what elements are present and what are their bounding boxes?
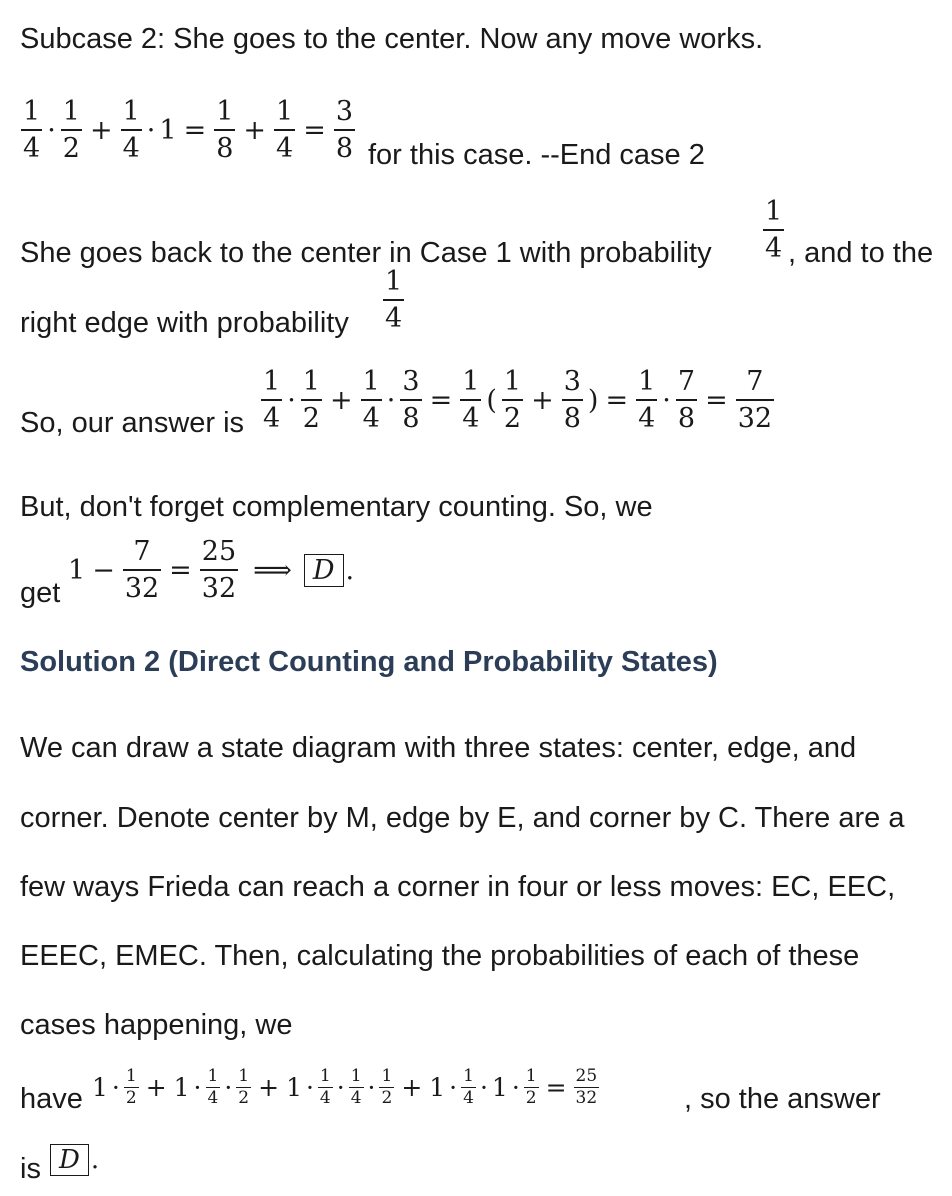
solution-2-line-4: EEEC, EMEC. Then, calculating the probabilities of each of these <box>20 940 860 972</box>
equation-final-1: 1 − $\frac{7}{32}$ = $\frac{25}{32}$ ⟹ D . <box>68 536 355 604</box>
answer-box-2-wrap: D . <box>50 1144 101 1176</box>
fraction: $\frac{1}{4}$ <box>122 96 140 164</box>
probability-fraction: $\frac{1}{4}$ <box>765 196 783 264</box>
fraction: $\frac{3}{8}$ <box>335 96 353 164</box>
fraction: $\frac{1}{4}$ <box>23 96 41 164</box>
complementary-counting-text: But, don't forget complementary counting. So, we <box>20 491 653 523</box>
solution-2-heading: Solution 2 (Direct Counting and Probability States) <box>20 646 718 678</box>
equation-solution-2: 1 · $\frac{1}{2}$ + 1 · $\frac{1}{4}$ · $\frac{1}{2}$ + 1 · $\frac{1}{4}$ · $\frac{1}{4}$ · $\frac{1}{2}$ + 1 · $\frac{1}{4}$ · 1 · $\frac{1}{2}$ = $\frac{25}{32}$ <box>92 1066 598 1108</box>
end-case-2-text: for this case. --End case 2 <box>368 139 705 171</box>
answer-box: D <box>50 1144 89 1176</box>
answer-box: D <box>304 554 344 587</box>
fraction: $\frac{1}{8}$ <box>216 96 234 164</box>
solution-2-line-3: few ways Frieda can reach a corner in four or less moves: EC, EEC, <box>20 871 896 903</box>
equation-subcase-2: $\frac{1}{4}$ · $\frac{1}{2}$ + $\frac{1}{4}$ · 1 = $\frac{1}{8}$ + $\frac{1}{4}$ = $\frac{3}{8}$ <box>23 96 353 164</box>
fraction: $\frac{1}{4}$ <box>276 96 294 164</box>
case-1-edge-text: , and to the <box>788 237 934 269</box>
solution-2-line-5: cases happening, we <box>20 1009 293 1041</box>
fraction: $\frac{1}{2}$ <box>62 96 80 164</box>
subcase-2-text: Subcase 2: She goes to the center. Now any move works. <box>20 23 764 55</box>
is-text: is <box>20 1153 41 1185</box>
solution-2-line-2: corner. Denote center by M, edge by E, and corner by C. There are a <box>20 802 905 834</box>
probability-fraction: $\frac{1}{4}$ <box>385 266 403 334</box>
right-edge-text: right edge with probability <box>20 307 349 339</box>
case-1-center-text: She goes back to the center in Case 1 with probability <box>20 237 712 269</box>
answer-intro-text: So, our answer is <box>20 407 245 439</box>
so-the-answer-text: , so the answer <box>684 1083 881 1115</box>
solution-2-line-1: We can draw a state diagram with three states: center, edge, and <box>20 732 857 764</box>
equation-answer: $\frac{1}{4}$ · $\frac{1}{2}$ + $\frac{1}{4}$ · $\frac{3}{8}$ = $\frac{1}{4}$ ( $\frac{1}{2}$ + $\frac{3}{8}$ ) = $\frac{1}{4}$ · $\frac{7}{8}$ = $\frac{7}{32}$ <box>263 366 773 434</box>
get-text: get <box>20 577 61 609</box>
have-text: have <box>20 1083 83 1115</box>
